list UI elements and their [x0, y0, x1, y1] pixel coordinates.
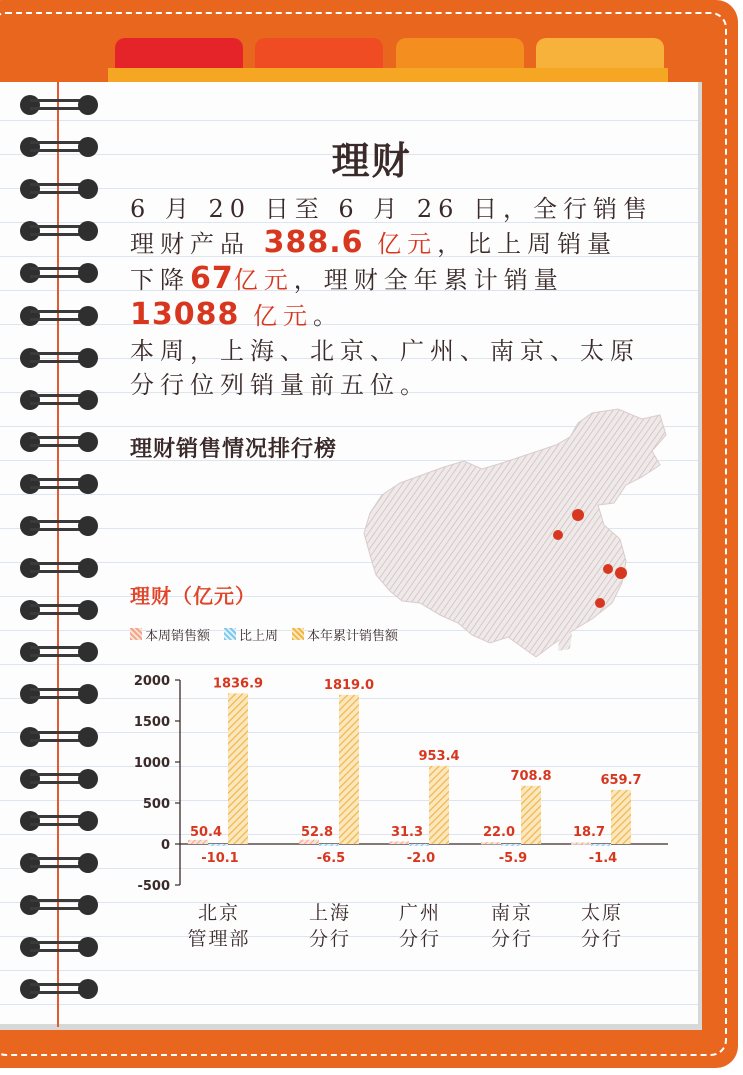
- data-label-annual: 1819.0: [323, 677, 375, 693]
- map-marker-guangzhou: [595, 598, 605, 608]
- bar-week-change: [501, 844, 521, 846]
- spiral-ring: [20, 263, 98, 283]
- spiral-ring: [20, 979, 98, 999]
- bar-annual-sales: [228, 693, 248, 844]
- data-label-annual: 953.4: [418, 748, 460, 764]
- summary-line-4: [130, 298, 640, 333]
- legend-swatch-annual: [292, 628, 304, 640]
- spiral-ring: [20, 811, 98, 831]
- data-label-weekly: 18.7: [572, 825, 606, 840]
- legend-label-weekly: 本周销售额: [145, 628, 211, 644]
- data-label-change: -6.5: [316, 851, 346, 866]
- y-tick-label: -500: [137, 879, 170, 894]
- spiral-ring: [20, 306, 98, 326]
- spiral-ring: [20, 348, 98, 368]
- annual-sales-unit: 亿元: [239, 302, 314, 330]
- map-island: [558, 631, 572, 651]
- legend-label-annual: 本年累计销售额: [307, 628, 399, 644]
- map-marker-taiyuan: [553, 530, 563, 540]
- bar-weekly-sales: [571, 842, 591, 844]
- annual-sales-value: 13088: [130, 297, 240, 332]
- spiral-ring: [20, 769, 98, 789]
- bar-annual-sales: [611, 790, 631, 844]
- category-label: 上海 分行: [308, 902, 351, 950]
- spiral-ring: [20, 895, 98, 915]
- bar-week-change: [591, 844, 611, 846]
- spiral-ring: [20, 600, 98, 620]
- summary-text: 理财产品: [130, 230, 264, 258]
- decrease-unit: 亿元: [233, 266, 294, 294]
- spiral-ring: [20, 853, 98, 873]
- section-title: 理财销售情况排行榜: [130, 437, 338, 462]
- y-tick-label: 500: [142, 797, 170, 812]
- y-tick-label: 1000: [133, 756, 170, 771]
- bar-annual-sales: [521, 786, 541, 844]
- data-label-change: -10.1: [201, 851, 239, 866]
- spiral-ring: [20, 95, 98, 115]
- data-label-annual: 708.8: [510, 768, 552, 784]
- bar-weekly-sales: [389, 841, 409, 844]
- legend-item-change: [224, 624, 278, 644]
- map-marker-shanghai: [615, 567, 627, 579]
- data-label-annual: 1836.9: [212, 676, 264, 692]
- summary-text: 。: [313, 302, 344, 330]
- spiral-ring: [20, 221, 98, 241]
- category-label: 北京 管理部: [187, 902, 251, 950]
- spiral-ring: [20, 390, 98, 410]
- spiral-ring: [20, 474, 98, 494]
- bar-week-change: [319, 844, 339, 846]
- data-label-weekly: 22.0: [482, 825, 516, 840]
- bar-annual-sales: [429, 766, 449, 844]
- weekly-sales-unit: 亿元: [363, 230, 438, 258]
- bar-weekly-sales: [299, 840, 319, 844]
- summary-text: ，理财全年累计销量: [293, 266, 564, 294]
- chart-title: 理财（亿元）: [130, 584, 256, 608]
- summary-line-6: 分行位列销量前五位。: [130, 371, 430, 399]
- china-map-illustration: [360, 405, 670, 660]
- spiral-ring: [20, 432, 98, 452]
- map-marker-beijing: [572, 509, 584, 521]
- data-label-weekly: 52.8: [300, 825, 334, 840]
- summary-line-5: 本周，上海、北京、广州、南京、太原: [130, 337, 640, 365]
- legend-swatch-change: [224, 628, 236, 640]
- legend-label-change: 比上周: [239, 628, 279, 644]
- data-label-change: -1.4: [588, 851, 618, 866]
- spiral-ring: [20, 727, 98, 747]
- spiral-ring: [20, 937, 98, 957]
- summary-line-2: [130, 226, 640, 261]
- weekly-sales-value: 388.6: [263, 225, 364, 260]
- map-shape: [364, 409, 666, 657]
- data-label-change: -2.0: [406, 851, 436, 866]
- decrease-value: 67: [190, 261, 234, 296]
- category-label: 广州 分行: [398, 902, 441, 950]
- y-tick-label: 1500: [133, 715, 170, 730]
- spiral-ring: [20, 684, 98, 704]
- summary-text: 下降: [130, 266, 190, 294]
- chart-legend: [130, 624, 398, 644]
- data-label-weekly: 50.4: [189, 825, 223, 840]
- bar-weekly-sales: [481, 842, 501, 844]
- spiral-ring: [20, 558, 98, 578]
- category-label: 太原 分行: [580, 902, 623, 950]
- y-tick-label: 2000: [133, 674, 170, 689]
- summary-line-1: 6 月 20 日至 6 月 26 日，全行销售: [130, 195, 654, 223]
- data-label-weekly: 31.3: [390, 825, 424, 840]
- legend-item-weekly: [130, 624, 210, 644]
- legend-swatch-weekly: [130, 628, 142, 640]
- spiral-ring: [20, 516, 98, 536]
- spiral-ring: [20, 642, 98, 662]
- y-tick-label: 0: [160, 838, 170, 853]
- map-marker-nanjing: [603, 564, 613, 574]
- bar-annual-sales: [339, 695, 359, 844]
- data-label-change: -5.9: [498, 851, 528, 866]
- page-title: 理财: [331, 138, 412, 183]
- bar-week-change: [208, 844, 228, 846]
- bar-week-change: [409, 844, 429, 846]
- bar-weekly-sales: [188, 840, 208, 844]
- summary-text: ，比上周销量: [437, 230, 618, 258]
- legend-item-annual: [292, 624, 398, 644]
- category-label: 南京 分行: [490, 902, 533, 950]
- summary-line-3: [130, 262, 640, 297]
- data-label-annual: 659.7: [600, 772, 642, 788]
